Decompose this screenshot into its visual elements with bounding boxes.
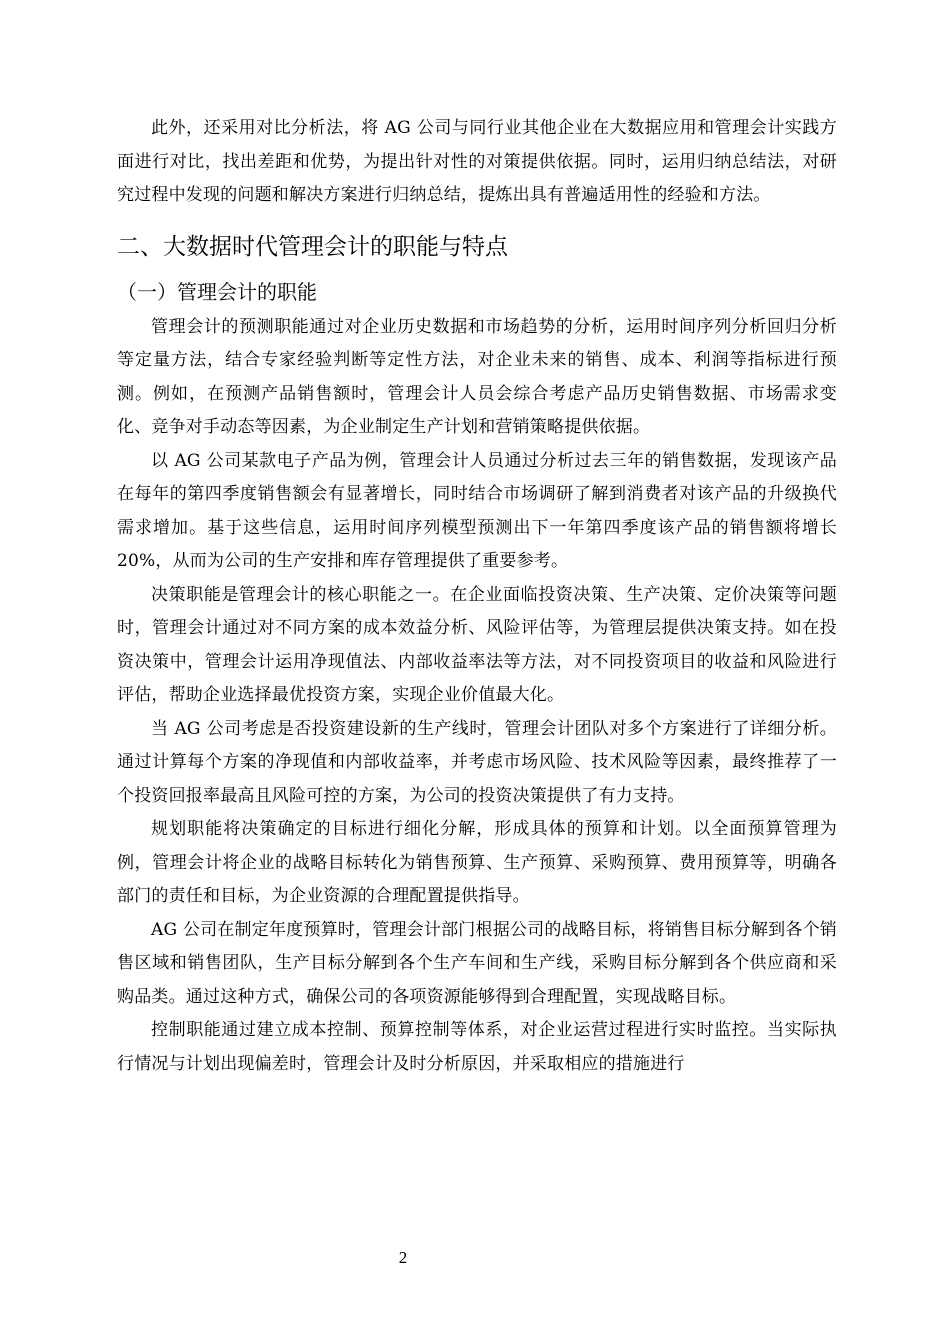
paragraph-intro: 此外，还采用对比分析法，将 AG 公司与同行业其他企业在大数据应用和管理会计实践方面进行对比，找出差距和优势，为提出针对性的对策提供依据。同时，运用归纳总结法，对研究过程中发现的问题和解决方案进行归纳总结，提炼出具有普遍适用性的经验和方法。 [117,118,837,205]
paragraph-forecast-function: 管理会计的预测职能通过对企业历史数据和市场趋势的分析，运用时间序列分析回归分析等定量方法，结合专家经验判断等定性方法，对企业未来的销售、成本、利润等指标进行预测。例如，在预测产品销售额时，管理会计人员会综合考虑产品历史销售数据、市场需求变化、竞争对手动态等因素，为企业制定生产计划和营销策略提供依据。 [117,316,837,437]
paragraph-planning-function: 规划职能将决策确定的目标进行细化分解，形成具体的预算和计划。以全面预算管理为例，管理会计将企业的战略目标转化为销售预算、生产预算、采购预算、费用预算等，明确各部门的责任和目标，为企业资源的合理配置提供指导。 [117,819,837,906]
paragraph-control-function: 控制职能通过建立成本控制、预算控制等体系，对企业运营过程进行实时监控。当实际执行情况与计划出现偏差时，管理会计及时分析原因，并采取相应的措施进行 [117,1020,837,1074]
page-body [117,112,837,1081]
section-heading: 二、大数据时代管理会计的职能与特点 [117,233,508,260]
paragraph-forecast-example: 以 AG 公司某款电子产品为例，管理会计人员通过分析过去三年的销售数据，发现该产品在每年的第四季度销售额会有显著增长，同时结合市场调研了解到消费者对该产品的升级换代需求增加。基于这些信息，运用时间序列模型预测出下一年第四季度该产品的销售额将增长 20%，从而为公司的生产安排和库存管理提供了重要参考。 [117,450,837,571]
paragraph-planning-example: AG 公司在制定年度预算时，管理会计部门根据公司的战略目标，将销售目标分解到各个销售区域和销售团队，生产目标分解到各个生产车间和生产线，采购目标分解到各个供应商和采购品类。通过这种方式，确保公司的各项资源能够得到合理配置，实现战略目标。 [117,919,837,1007]
paragraph-decision-example: 当 AG 公司考虑是否投资建设新的生产线时，管理会计团队对多个方案进行了详细分析。通过计算每个方案的净现值和内部收益率，并考虑市场风险、技术风险等因素，最终推荐了一个投资回报率最高且风险可控的方案，为公司的投资决策提供了有力支持。 [117,718,837,806]
paragraph-decision-function: 决策职能是管理会计的核心职能之一。在企业面临投资决策、生产决策、定价决策等问题时，管理会计通过对不同方案的成本效益分析、风险评估等，为管理层提供决策支持。如在投资决策中，管理会计运用净现值法、内部收益率法等方法，对不同投资项目的收益和风险进行评估，帮助企业选择最优投资方案，实现企业价值最大化。 [117,584,837,705]
page-number: 2 [398,1248,408,1267]
subsection-heading: （一）管理会计的职能 [117,279,317,304]
